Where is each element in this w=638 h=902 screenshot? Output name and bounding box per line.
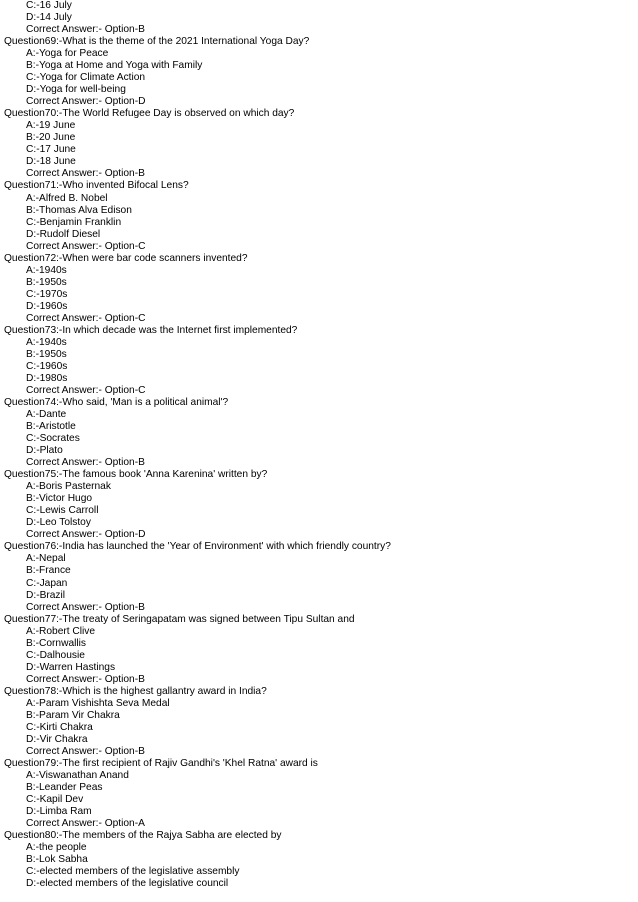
option-text: B:-Thomas Alva Edison [26,204,132,216]
option-text: D:-Leo Tolstoy [26,517,91,529]
question-text: Question71:-Who invented Bifocal Lens? [4,180,189,192]
option-text: A:-Robert Clive [26,625,96,637]
correct-answer-text: Correct Answer:- Option-B [26,673,145,685]
correct-answer-text: Correct Answer:- Option-B [26,601,145,613]
option-text: D:-Plato [26,445,63,457]
option-text: C:-Yoga for Climate Action [26,72,146,84]
question-text: Question70:-The World Refugee Day is observed on which day? [4,108,295,120]
option-text: A:-1940s [26,336,67,348]
correct-answer-text: Correct Answer:- Option-B [26,168,145,180]
option-text: C:-1960s [26,360,68,372]
correct-answer-text: Correct Answer:- Option-C [26,385,146,396]
option-text: C:-1970s [26,288,68,300]
question-text: Question72:-When were bar code scanners invented? [4,252,248,264]
option-text: A:-19 June [26,120,76,132]
option-text: C:-Kirti Chakra [26,721,93,733]
option-text: C:-elected members of the legislative assembly [26,866,240,878]
option-text: D:-14 July [26,12,72,24]
option-text: A:-Yoga for Peace [26,48,109,60]
question-text: Question77:-The treaty of Seringapatam was signed between Tipu Sultan and [4,613,355,625]
option-text: B:-Leander Peas [26,782,103,794]
option-text: A:-Dante [26,409,67,421]
question-text: Question73:-In which decade was the Internet first implemented? [4,324,298,336]
option-text: C:-16 July [26,0,72,11]
correct-answer-text: Correct Answer:- Option-C [26,312,146,324]
option-text: C:-Benjamin Franklin [26,216,122,228]
option-text: B:-Yoga at Home and Yoga with Family [26,60,203,72]
option-text: B:-1950s [26,348,67,360]
option-text: D:-1980s [26,372,68,384]
option-text: C:-Dalhousie [26,649,85,661]
option-text: A:-Param Vishishta Seva Medal [26,697,170,709]
option-text: B:-Lok Sabha [26,854,88,866]
option-text: D:-Rudolf Diesel [26,228,101,240]
correct-answer-text: Correct Answer:- Option-B [26,24,145,36]
question-text: Question75:-The famous book 'Anna Karenina' written by? [4,469,268,481]
option-text: D:-1960s [26,300,68,312]
option-text: A:-Nepal [26,553,66,565]
question-text: Question76:-India has launched the 'Year of Environment' with which friendly country? [4,541,391,553]
option-text: A:-the people [26,842,87,854]
option-text: A:-Alfred B. Nobel [26,192,108,204]
correct-answer-text: Correct Answer:- Option-D [26,96,146,108]
correct-answer-text: Correct Answer:- Option-C [26,240,146,252]
option-text: D:-18 June [26,156,76,168]
question-document [4,0,634,890]
option-text: A:-Boris Pasternak [26,481,111,493]
option-text: D:-Yoga for well-being [26,84,126,96]
option-text: C:-17 June [26,144,76,156]
option-text: D:-Brazil [26,589,66,601]
option-text: A:-1940s [26,264,67,276]
question-text: Question74:-Who said, 'Man is a political animal'? [4,397,229,409]
option-text: D:-elected members of the legislative council [26,878,229,890]
option-text: C:-Socrates [26,433,80,445]
option-text: C:-Lewis Carroll [26,505,99,517]
option-text: B:-Aristotle [26,421,76,433]
question-text: Question69:-What is the theme of the 2021 International Yoga Day? [4,36,310,48]
correct-answer-text: Correct Answer:- Option-B [26,457,145,469]
option-text: D:-Limba Ram [26,806,92,818]
option-text: C:-Japan [26,577,68,589]
question-text: Question78:-Which is the highest gallantry award in India? [4,685,267,697]
option-text: A:-Viswanathan Anand [26,770,129,781]
correct-answer-text: Correct Answer:- Option-B [26,745,145,757]
option-text: D:-Warren Hastings [26,661,116,673]
option-text: D:-Vir Chakra [26,733,88,745]
question-text: Question79:-The first recipient of Rajiv Gandhi's 'Khel Ratna' award is [4,757,318,769]
option-text: B:-1950s [26,276,67,288]
option-text: B:-20 June [26,132,76,144]
option-text: B:-France [26,565,71,577]
correct-answer-text: Correct Answer:- Option-D [26,529,146,541]
correct-answer-text: Correct Answer:- Option-A [26,818,145,830]
question-text: Question80:-The members of the Rajya Sabha are elected by [4,830,282,842]
option-text: B:-Param Vir Chakra [26,709,120,721]
option-text: B:-Cornwallis [26,637,87,649]
option-text: C:-Kapil Dev [26,794,84,806]
option-text: B:-Victor Hugo [26,493,93,505]
